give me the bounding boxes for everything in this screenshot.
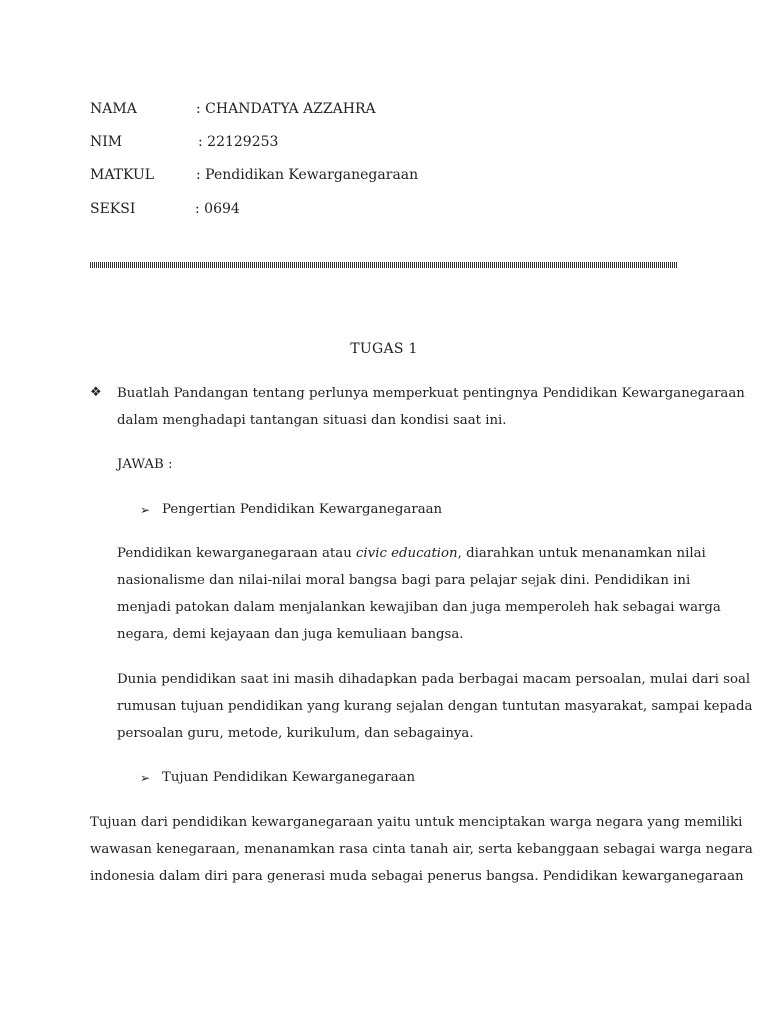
nim-label: NIM — [90, 134, 123, 150]
s2-line-3: indonesia dalam diri para generasi muda sebagai penerus bangsa. Pendidikan kewarganegaraan — [90, 869, 744, 884]
jawab-label: JAWAB : — [117, 457, 173, 472]
question-paragraph — [117, 380, 745, 434]
page-title: TUGAS 1 — [350, 341, 418, 357]
s2-line-2: wawasan kenegaraan, menanamkan rasa cinta tanah air, serta kebanggaan sebagai warga negara — [90, 842, 753, 857]
s1p2-line-1: Dunia pendidikan saat ini masih dihadapkan pada berbagai macam persoalan, mulai dari soal — [117, 672, 751, 687]
question-line-2: dalam menghadapi tantangan situasi dan kondisi saat ini. — [117, 413, 507, 428]
s1p1-line-2: nasionalisme dan nilai-nilai moral bangsa bagi para pelajar sejak dini. Pendidikan ini — [117, 573, 691, 588]
s1p2-line-3: persoalan guru, metode, kurikulum, dan sebagainya. — [117, 726, 474, 741]
s2-line-1: Tujuan dari pendidikan kewarganegaraan yaitu untuk menciptakan warga negara yang memiliki — [90, 815, 743, 830]
seksi-label: SEKSI — [90, 201, 136, 217]
s1p1-line-4: negara, demi kejayaan dan juga kemuliaan bangsa. — [117, 627, 464, 642]
arrow-bullet-icon-2: ➢ — [140, 771, 151, 785]
matkul-label: MATKUL — [90, 167, 155, 183]
header-divider — [90, 262, 678, 268]
arrow-bullet-icon: ➢ — [140, 503, 151, 517]
question-line-1: Buatlah Pandangan tentang perlunya memperkuat pentingnya Pendidikan Kewarganegaraan — [117, 386, 745, 401]
section2-heading: Tujuan Pendidikan Kewarganegaraan — [162, 770, 416, 785]
section1-paragraph-2 — [117, 666, 753, 747]
matkul-value: : Pendidikan Kewarganegaraan — [196, 167, 419, 183]
nim-value: : 22129253 — [198, 134, 279, 150]
s1p1-line-3: menjadi patokan dalam menjalankan kewajiban dan juga memperoleh hak sebagai warga — [117, 600, 721, 615]
section1-paragraph-1 — [117, 540, 721, 648]
nama-value: : CHANDATYA AZZAHRA — [196, 101, 376, 117]
section1-heading: Pengertian Pendidikan Kewarganegaraan — [162, 502, 443, 517]
nama-label: NAMA — [90, 101, 137, 117]
diamond-bullet-icon: ❖ — [90, 385, 102, 400]
seksi-value: : 0694 — [195, 201, 240, 217]
s1p2-line-2: rumusan tujuan pendidikan yang kurang sejalan dengan tuntutan masyarakat, sampai kepada — [117, 699, 753, 714]
section2-paragraph — [90, 809, 753, 890]
s1p1-line-1: Pendidikan kewarganegaraan atau civic education, diarahkan untuk menanamkan nilai — [117, 546, 706, 561]
civic-education-term: civic education — [355, 546, 458, 561]
